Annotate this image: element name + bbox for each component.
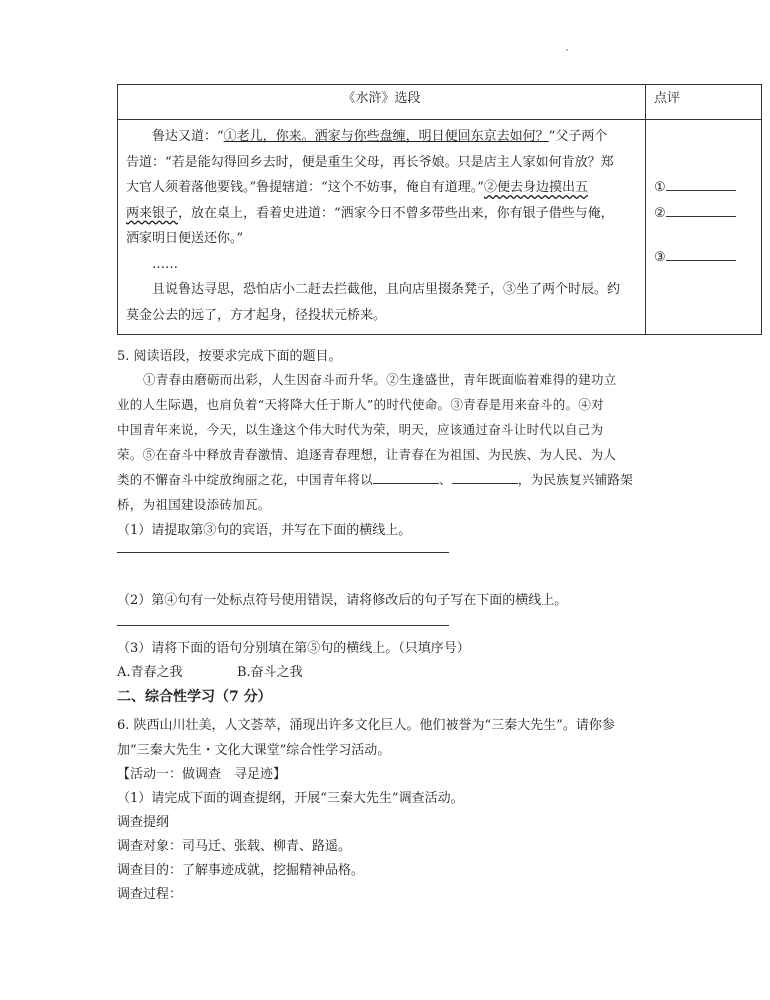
comment-3: [654, 248, 736, 265]
activity-1-heading: 【活动一：做调查 寻足迹】: [117, 767, 287, 782]
q5-text-span: 、: [439, 472, 452, 487]
question-6-line: 6. 陕西山川壮美，人文荟萃，涌现出许多文化巨人。他们被誉为“三秦大先生”。请你参: [117, 718, 615, 733]
comment-cell: [646, 120, 762, 335]
q5-sub-3: （3）请将下面的语句分别填在第⑤句的横线上。（只填序号）: [117, 641, 470, 656]
survey-target: 调查对象：司马迁、张载、柳青、路遥。: [117, 839, 352, 854]
survey-purpose: 调查目的：了解事迹成就，挖掘精神品格。: [117, 863, 365, 878]
answer-line-1[interactable]: [117, 552, 449, 553]
passage-text-span: 鲁达又道：“: [152, 129, 224, 144]
q5-paragraph-line: 荣。⑤在奋斗中释放青春激情、追逐青春理想，让青春在为祖国、为民族、为人民、为人: [117, 447, 617, 462]
passage-text-span: ”父子两个: [548, 129, 608, 144]
comment-1: [654, 178, 736, 195]
q5-paragraph-line: 中国青年来说，今天，以生逢这个伟大时代为荣，明天，应该通过奋斗让时代以自己为: [117, 422, 604, 437]
underlined-sentence-1: ①老儿，你来。洒家与你些盘缠，明日便回东京去如何？: [223, 129, 549, 144]
option-b: B.奋斗之我: [237, 665, 303, 680]
section-2-heading: 二、综合性学习（7 分）: [117, 689, 272, 705]
question-6-line: 加“三秦大先生・文化大课堂”综合性学习活动。: [117, 743, 391, 758]
passage-line: 且说鲁达寻思，恐怕店小二赶去拦截他，且向店里掇条凳子，③坐了两个时辰。约: [152, 282, 621, 297]
wavy-sentence-2: ②便去身边摸出五: [483, 180, 588, 195]
comment-blank[interactable]: [666, 178, 736, 191]
passage-text-span: ，放在桌上，看着史进道：“洒家今日不曾多带些出来，你有银子借些与俺，: [178, 205, 614, 221]
fill-blank-2[interactable]: [452, 471, 518, 484]
table-header-passage: 《水浒》选段: [118, 85, 646, 120]
q5-paragraph-line: ①青春由磨砺而出彩，人生因奋斗而升华。②生逢盛世，青年既面临着难得的建功立: [143, 372, 617, 387]
q5-paragraph-line: [117, 470, 633, 488]
passage-text: [118, 120, 646, 335]
survey-process: 调查过程：: [117, 887, 183, 902]
passage-line: 洒家明日便送还你。”: [126, 231, 244, 246]
comment-number: ②: [654, 206, 666, 221]
option-a: A.青春之我: [117, 665, 183, 680]
fill-blank-1[interactable]: [373, 471, 439, 484]
q5-paragraph-line: 桥，为祖国建设添砖加瓦。: [117, 497, 271, 512]
passage-line: [126, 201, 637, 227]
comment-blank[interactable]: [666, 204, 736, 217]
outline-title: 调查提纲: [117, 815, 170, 830]
passage-text-span: 大官人须着落他要钱。”鲁提辖道：“这个不妨事，俺自有道理。”: [126, 180, 484, 195]
q5-text-span: ，为民族复兴铺路架: [517, 472, 634, 487]
passage-line: [126, 124, 637, 150]
passage-line: [126, 175, 637, 201]
comment-number: ①: [654, 180, 666, 195]
comment-2: [654, 204, 736, 221]
passage-line: 告道：“若是能勾得回乡去时，便是重生父母，再长爷娘。只是店主人家如何肯放？郑: [126, 154, 614, 170]
answer-line-2[interactable]: [117, 625, 449, 626]
q5-sub-1: （1）请提取第③句的宾语，并写在下面的横线上。: [117, 523, 412, 538]
page-marker-dot: [566, 49, 568, 51]
comment-blank[interactable]: [666, 248, 736, 261]
q5-text-span: 类的不懈奋斗中绽放绚丽之花，中国青年将以: [117, 472, 374, 487]
q6-sub-1: （1）请完成下面的调查提纲，开展“三秦大先生”调查活动。: [117, 791, 464, 806]
comment-number: ③: [654, 250, 666, 265]
table-header-comment: 点评: [646, 85, 762, 120]
passage-line: 莫金公去的远了，方才起身，径投状元桥来。: [126, 307, 387, 323]
wavy-sentence-2-cont: 两来银子: [126, 205, 179, 221]
passage-table: [117, 84, 762, 335]
q5-paragraph-line: 业的人生际遇，也肩负着“天将降大任于斯人”的时代使命。③青春是用来奋斗的。④对: [117, 397, 604, 412]
q5-sub-2: （2）第④句有一处标点符号使用错误，请将修改后的句子写在下面的横线上。: [117, 593, 568, 608]
question-5-title: 5. 阅读语段，按要求完成下面的题目。: [117, 349, 342, 364]
passage-ellipsis: ……: [152, 256, 178, 272]
